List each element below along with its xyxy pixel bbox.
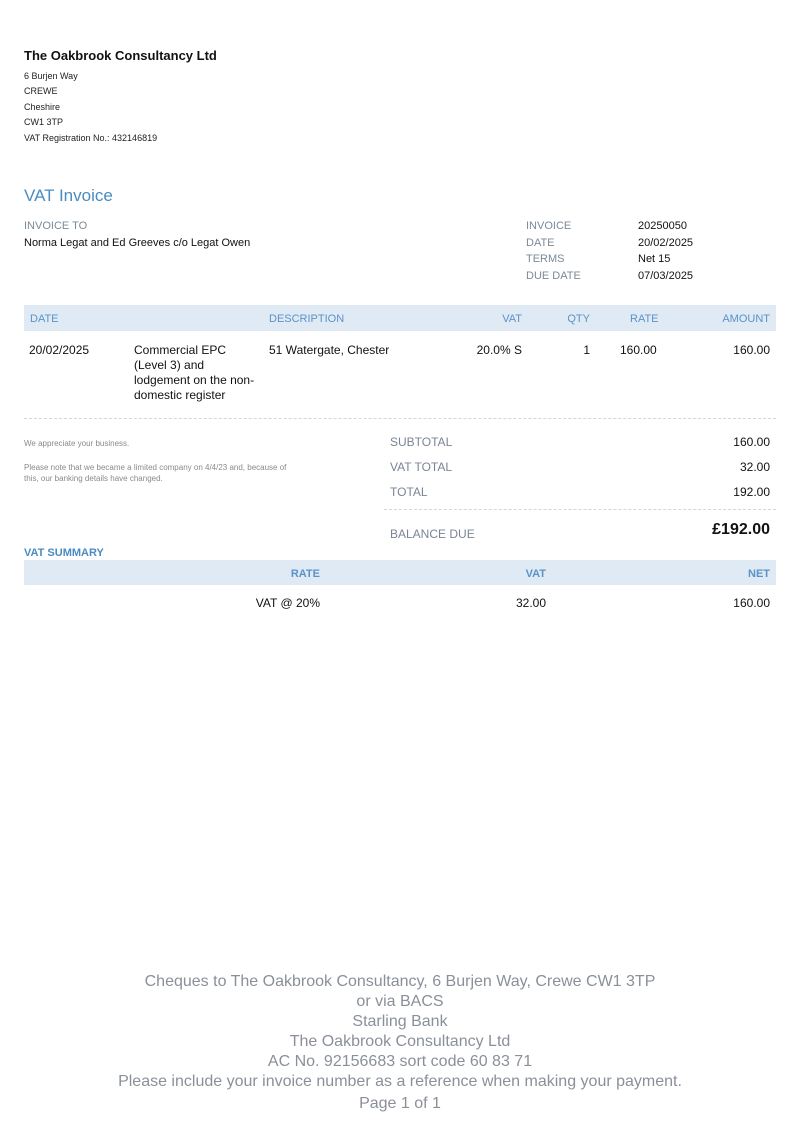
total-value: 192.00: [733, 485, 770, 499]
vat-registration: VAT Registration No.: 432146819: [24, 133, 158, 143]
vat-row-rate: VAT @ 20%: [255, 596, 320, 610]
invoice-to-label: INVOICE TO: [24, 220, 88, 232]
page-number: Page 1 of 1: [359, 1095, 441, 1112]
vat-row-net: 160.00: [733, 596, 770, 610]
footer-cheques: Cheques to The Oakbrook Consultancy, 6 Burjen Way, Crewe CW1 3TP: [144, 973, 656, 990]
due-date-label: DUE DATE: [526, 270, 581, 282]
row-description: 51 Watergate, Chester: [269, 343, 390, 357]
terms-label: TERMS: [526, 253, 565, 265]
row-item-line: lodgement on the non-: [134, 373, 255, 387]
col-amount: AMOUNT: [722, 313, 770, 325]
row-amount: 160.00: [733, 343, 770, 357]
row-item: [134, 343, 254, 403]
due-date-value: 07/03/2025: [638, 270, 694, 282]
line-items-header: [24, 305, 776, 331]
row-vat: 20.0% S: [476, 343, 522, 357]
vat-col-rate: RATE: [290, 568, 320, 580]
invoice-number-label: INVOICE: [526, 220, 572, 232]
col-qty: QTY: [567, 313, 590, 325]
balance-due-value: £192.00: [712, 521, 770, 538]
vat-total-value: 32.00: [739, 460, 770, 474]
invoice-date-value: 20/02/2025: [638, 237, 694, 249]
row-item-line: Commercial EPC: [134, 343, 227, 357]
footer-reference-note: Please include your invoice number as a reference when making your payment.: [118, 1073, 682, 1090]
address-line-1: 6 Burjen Way: [24, 71, 78, 81]
row-rate: 160.00: [620, 343, 657, 357]
row-qty: 1: [583, 343, 590, 357]
vat-summary-header: [24, 560, 776, 585]
totals-divider: [384, 509, 776, 510]
col-vat: VAT: [502, 313, 522, 325]
col-rate: RATE: [630, 313, 659, 325]
vat-col-net: NET: [748, 568, 770, 580]
invoice-to-name: Norma Legat and Ed Greeves c/o Legat Owen: [24, 237, 251, 249]
subtotal-label: SUBTOTAL: [390, 435, 453, 449]
address-line-2: CREWE: [24, 86, 58, 96]
row-item-line: (Level 3) and: [134, 358, 205, 372]
footer-bacs: or via BACS: [356, 993, 444, 1010]
terms-value: Net 15: [638, 253, 671, 265]
row-item-line: domestic register: [134, 388, 226, 402]
footer-bank: Starling Bank: [352, 1013, 448, 1030]
thanks-note: We appreciate your business.: [24, 439, 130, 448]
note-line: Please note that we became a limited company on 4/4/23 and, because of: [24, 463, 287, 472]
invoice-number-value: 20250050: [638, 220, 687, 232]
vat-col-vat: VAT: [525, 568, 546, 580]
vat-row-vat: 32.00: [515, 596, 546, 610]
company-name: The Oakbrook Consultancy Ltd: [24, 48, 217, 63]
row-date: 20/02/2025: [29, 343, 90, 357]
col-date: DATE: [30, 313, 59, 325]
address-line-4: CW1 3TP: [24, 117, 64, 127]
document-title: VAT Invoice: [24, 186, 113, 205]
total-label: TOTAL: [390, 485, 428, 499]
subtotal-value: 160.00: [733, 435, 770, 449]
invoice-date-label: DATE: [526, 237, 555, 249]
col-description: DESCRIPTION: [269, 313, 345, 325]
footer-account-number: AC No. 92156683 sort code 60 83 71: [267, 1053, 533, 1070]
vat-total-label: VAT TOTAL: [390, 460, 453, 474]
footer-account-name: The Oakbrook Consultancy Ltd: [289, 1033, 511, 1050]
address-line-3: Cheshire: [24, 102, 61, 112]
vat-summary-title: VAT SUMMARY: [24, 547, 104, 559]
balance-due-label: BALANCE DUE: [390, 527, 475, 541]
note-line: this, our banking details have changed.: [24, 474, 163, 483]
banking-change-note: [24, 462, 354, 484]
items-divider: [24, 418, 776, 419]
